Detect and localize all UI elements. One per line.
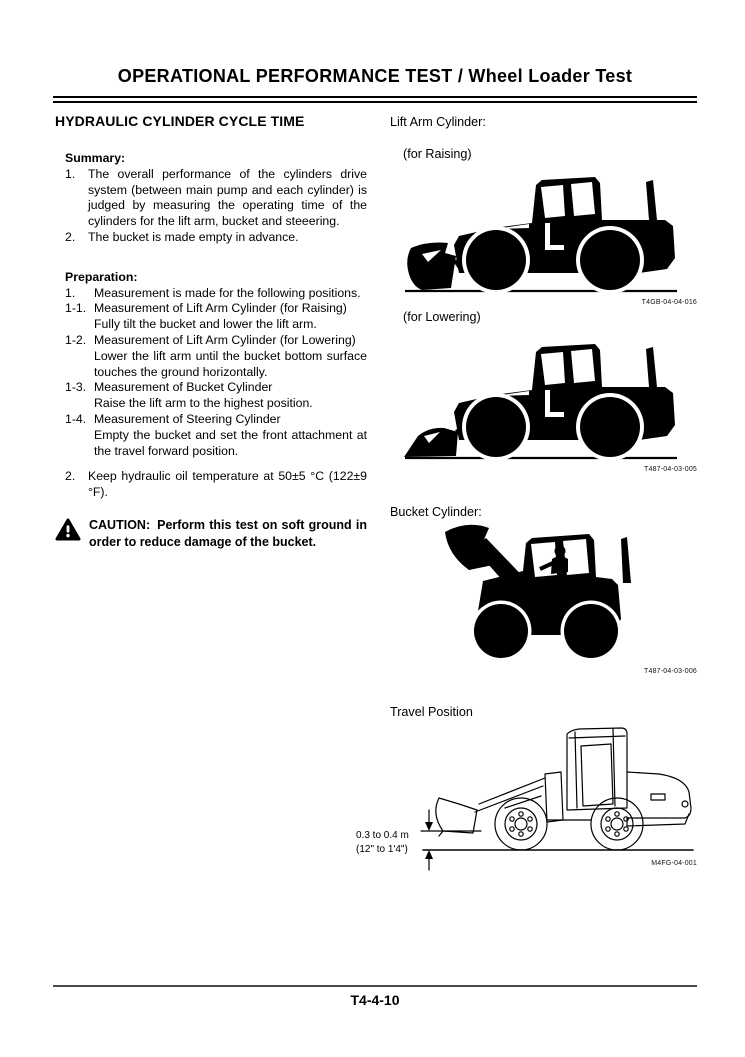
preparation-item (65, 380, 367, 412)
dimension-arrow-up-icon (425, 850, 433, 859)
page-title: OPERATIONAL PERFORMANCE TEST / Wheel Loader Test (117, 66, 633, 86)
list-text: Measurement of Lift Arm Cylinder (for Raising) (94, 301, 347, 316)
figure-code: M4FG-04-001 (651, 860, 697, 867)
list-text: Measurement of Steering Cylinder (94, 411, 281, 426)
for-raising-label: (for Raising) (403, 147, 472, 161)
list-number: 1-4. (65, 411, 87, 426)
figure-code: T4GB-04-04-016 (641, 299, 697, 306)
travel-dimension-label (356, 829, 409, 856)
figure-code: T487-04-03-006 (644, 668, 697, 675)
list-text: The bucket is made empty in advance. (88, 229, 299, 244)
footer-rule (53, 985, 697, 987)
list-number: 1-1. (65, 301, 87, 316)
list-number: 1-2. (65, 332, 87, 347)
preparation-heading: Preparation: (65, 269, 138, 284)
preparation-item (65, 333, 367, 380)
temperature-item (65, 469, 367, 501)
bucket-cylinder-label: Bucket Cylinder: (390, 505, 482, 519)
list-text: Measurement is made for the following positions. (94, 285, 361, 300)
figure-code: T487-04-03-005 (644, 466, 697, 473)
list-number: 1-3. (65, 380, 87, 395)
lift-arm-cylinder-label: Lift Arm Cylinder: (390, 115, 486, 129)
header-double-rule (53, 96, 697, 103)
caution-note (55, 517, 367, 551)
travel-position-label: Travel Position (390, 705, 473, 719)
dimension-metric: 0.3 to 0.4 m (356, 830, 409, 841)
dimension-arrow-down-icon (425, 822, 433, 831)
wheel-loader-raising-figure (399, 157, 685, 295)
summary-item (65, 230, 367, 246)
left-column (55, 112, 367, 551)
list-text: Measurement of Lift Arm Cylinder (for Lowering) (94, 332, 356, 347)
section-title: HYDRAULIC CYLINDER CYCLE TIME (55, 113, 305, 129)
list-detail: Empty the bucket and set the front attachment at the travel forward position. (94, 427, 367, 458)
summary-section (65, 151, 367, 459)
caution-label: CAUTION: (89, 517, 151, 532)
list-detail: Fully tilt the bucket and lower the lift arm. (94, 317, 317, 332)
list-number: 2. (65, 469, 76, 484)
list-text: The overall performance of the cylinders drive system (between main pump and each cylinder) is judged by measuring the operating time of the cylinders for the lift arm, bucket and steeering. (88, 166, 367, 229)
list-text: Measurement of Bucket Cylinder (94, 380, 273, 395)
list-number: 1. (65, 285, 76, 300)
wheel-loader-lowering-figure (399, 324, 685, 462)
list-text: Keep hydraulic oil temperature at 50±5 °C (122±9 °F). (88, 469, 367, 500)
wheel-loader-arm-raised-figure (437, 519, 649, 661)
dimension-imperial: (12" to 1'4") (356, 843, 408, 855)
caution-text: Perform this test on soft ground in order to reduce damage of the bucket. (89, 517, 367, 549)
summary-item (65, 167, 367, 230)
preparation-item (65, 412, 367, 459)
footer-page-number: T4-4-10 (350, 992, 400, 1008)
list-number: 1. (65, 166, 76, 181)
preparation-item (65, 286, 367, 302)
warning-triangle-icon (55, 518, 81, 542)
for-lowering-label: (for Lowering) (403, 310, 481, 324)
preparation-item (65, 301, 367, 333)
list-detail: Raise the lift arm to the highest position. (94, 396, 313, 411)
list-detail: Lower the lift arm until the bucket bottom surface touches the ground horizontally. (94, 348, 367, 379)
list-number: 2. (65, 229, 76, 244)
summary-heading: Summary: (65, 151, 126, 165)
